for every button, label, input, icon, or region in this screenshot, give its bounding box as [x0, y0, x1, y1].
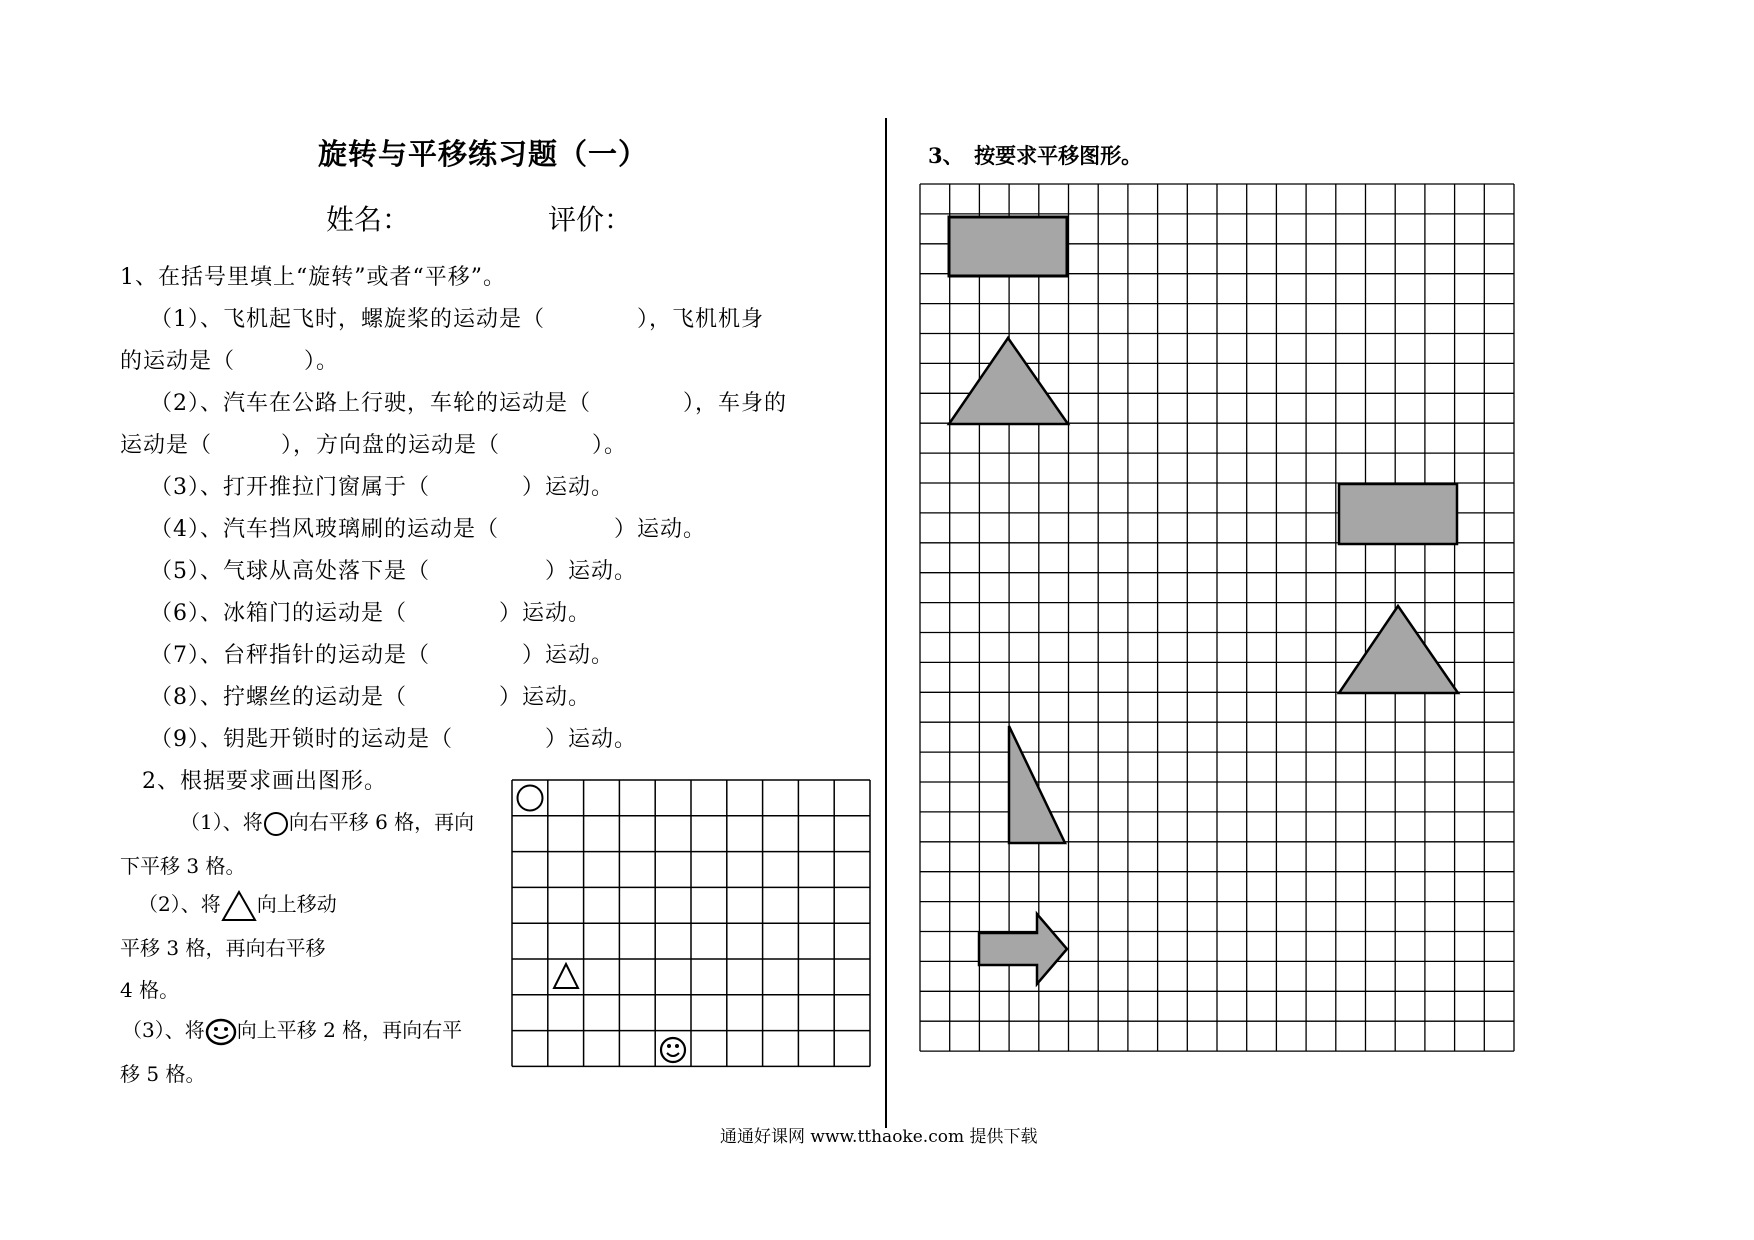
column-divider	[885, 118, 887, 1128]
grid-circle-shape	[518, 786, 543, 811]
q2-item-2b: 平移 3 格，再向右平移	[120, 936, 326, 960]
q2-item-3-pre: （3）、将	[122, 1018, 205, 1042]
triangle-icon	[221, 890, 257, 922]
q2-item-3b: 移 5 格。	[120, 1062, 206, 1086]
q1-item-7: （7）、台秤指针的运动是（ ）运动。	[150, 643, 614, 668]
q2-item-2-pre: （2）、将	[138, 892, 221, 916]
q1-item-8: （8）、拧螺丝的运动是（ ）运动。	[150, 685, 591, 710]
q2-heading: 2、根据要求画出图形。	[142, 769, 387, 794]
gray-triangle-left	[949, 338, 1068, 424]
large-grid	[920, 184, 1520, 1054]
q1-item-9: （9）、钥匙开锁时的运动是（ ）运动。	[150, 727, 637, 752]
eval-label: 评价：	[548, 203, 633, 236]
q2-item-2	[138, 888, 337, 922]
q1-heading: 1、在括号里填上“旋转”或者“平移”。	[120, 265, 506, 290]
q2-item-1	[180, 806, 474, 837]
gray-rectangle-top-left	[949, 217, 1067, 276]
q2-item-3	[122, 1014, 462, 1046]
name-label: 姓名：	[326, 203, 411, 236]
q1-item-4: （4）、汽车挡风玻璃刷的运动是（ ）运动。	[150, 517, 706, 542]
q1-item-3: （3）、打开推拉门窗属于（ ）运动。	[150, 475, 614, 500]
gray-arrow	[979, 914, 1067, 984]
grid-smiley-shape	[661, 1038, 685, 1062]
q1-item-5: （5）、气球从高处落下是（ ）运动。	[150, 559, 637, 584]
q2-item-2-post: 向上移动	[256, 892, 337, 916]
gray-rectangle-right	[1339, 484, 1457, 544]
gray-triangle-right	[1339, 606, 1458, 693]
grid-triangle-shape	[554, 964, 578, 988]
q1-item-2b: 运动是（ ），方向盘的运动是（ ）。	[120, 433, 628, 458]
page-title: 旋转与平移练习题（一）	[318, 137, 649, 171]
large-grid-lines	[920, 184, 1514, 1051]
smiley-icon	[205, 1018, 237, 1046]
q2-item-3-post: 向上平移 2 格，再向右平	[236, 1018, 463, 1042]
q2-item-2c: 4 格。	[120, 978, 180, 1002]
q1-item-1b: 的运动是（ ）。	[120, 349, 340, 374]
q1-item-6: （6）、冰箱门的运动是（ ）运动。	[150, 601, 591, 626]
footer-credit: 通通好课网 www.tthaoke.com 提供下载	[720, 1127, 1038, 1147]
q2-item-1b: 下平移 3 格。	[120, 854, 246, 878]
circle-icon	[263, 811, 289, 837]
q2-item-1-pre: （1）、将	[180, 810, 263, 834]
gray-right-triangle	[1009, 726, 1065, 843]
q1-item-2a: （2）、汽车在公路上行驶，车轮的运动是（ ），车身的	[150, 391, 787, 416]
q2-item-1-post: 向右平移 6 格，再向	[288, 810, 475, 834]
small-grid-lines	[512, 780, 870, 1066]
small-grid	[512, 780, 872, 1070]
q3-heading: 3、 按要求平移图形。	[928, 143, 1143, 168]
q1-item-1a: （1）、飞机起飞时，螺旋桨的运动是（ ），飞机机身	[150, 307, 764, 332]
